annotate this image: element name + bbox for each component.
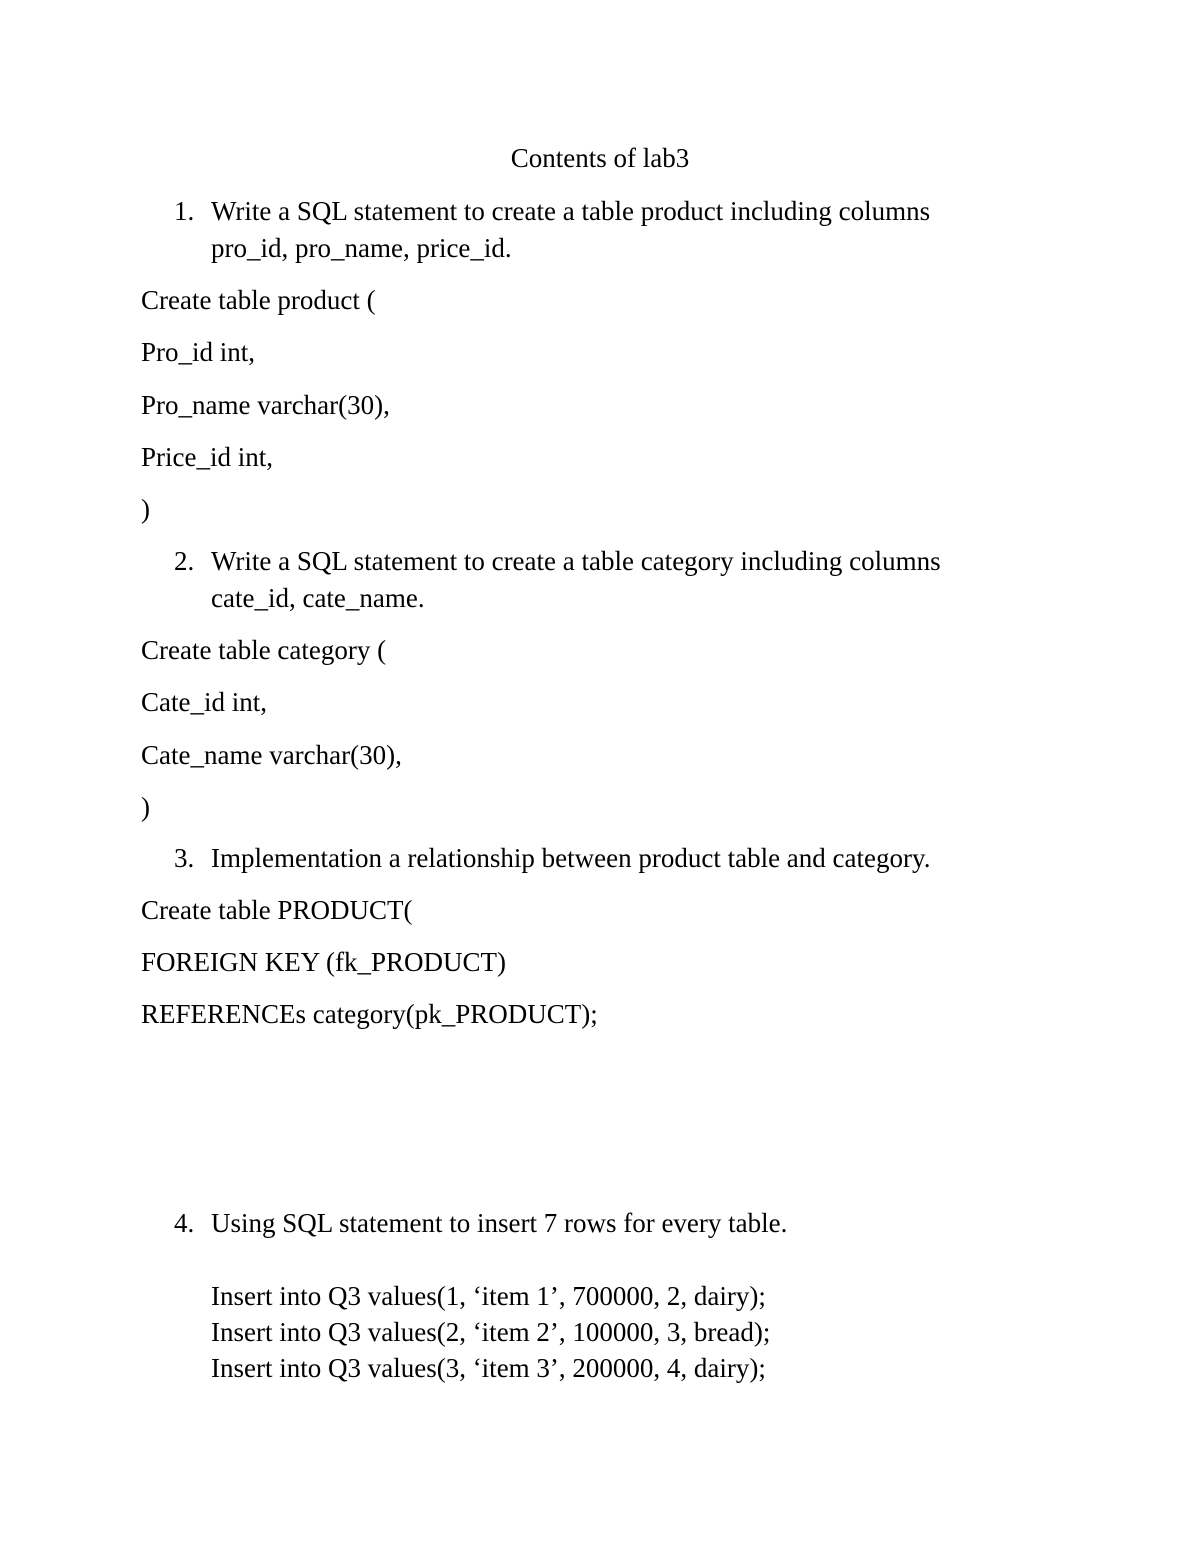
page-title: Contents of lab3 [510,143,690,173]
code-line: Insert into Q3 values(1, ‘item 1’, 700000, 2, dairy); [211,1281,766,1311]
question-text-line: Implementation a relationship between product table and category. [211,843,931,873]
code-line: Insert into Q3 values(2, ‘item 2’, 100000, 3, bread); [211,1317,771,1347]
code-line: Pro_id int, [141,337,256,367]
question-number: 3. [174,843,195,873]
code-line: ) [141,792,150,822]
code-line: Cate_name varchar(30), [141,740,402,770]
question-text-line: pro_id, pro_name, price_id. [211,233,512,263]
question-text-line: Write a SQL statement to create a table category including columns [211,546,941,576]
code-line: FOREIGN KEY (fk_PRODUCT) [141,947,506,977]
question-number: 2. [174,546,195,576]
code-line: Price_id int, [141,442,273,472]
question-number: 4. [174,1208,195,1238]
question-text-line: Write a SQL statement to create a table product including columns [211,196,931,226]
code-line: Cate_id int, [141,687,267,717]
question-text-line: cate_id, cate_name. [211,583,425,613]
code-line: ) [141,494,150,524]
code-line: Create table product ( [141,285,376,315]
question-number: 1. [174,196,195,226]
code-line: Pro_name varchar(30), [141,390,390,420]
code-line: Insert into Q3 values(3, ‘item 3’, 200000, 4, dairy); [211,1353,766,1383]
code-line: REFERENCEs category(pk_PRODUCT); [141,999,598,1029]
code-line: Create table PRODUCT( [141,895,413,925]
code-line: Create table category ( [141,635,387,665]
question-text-line: Using SQL statement to insert 7 rows for every table. [211,1208,788,1238]
